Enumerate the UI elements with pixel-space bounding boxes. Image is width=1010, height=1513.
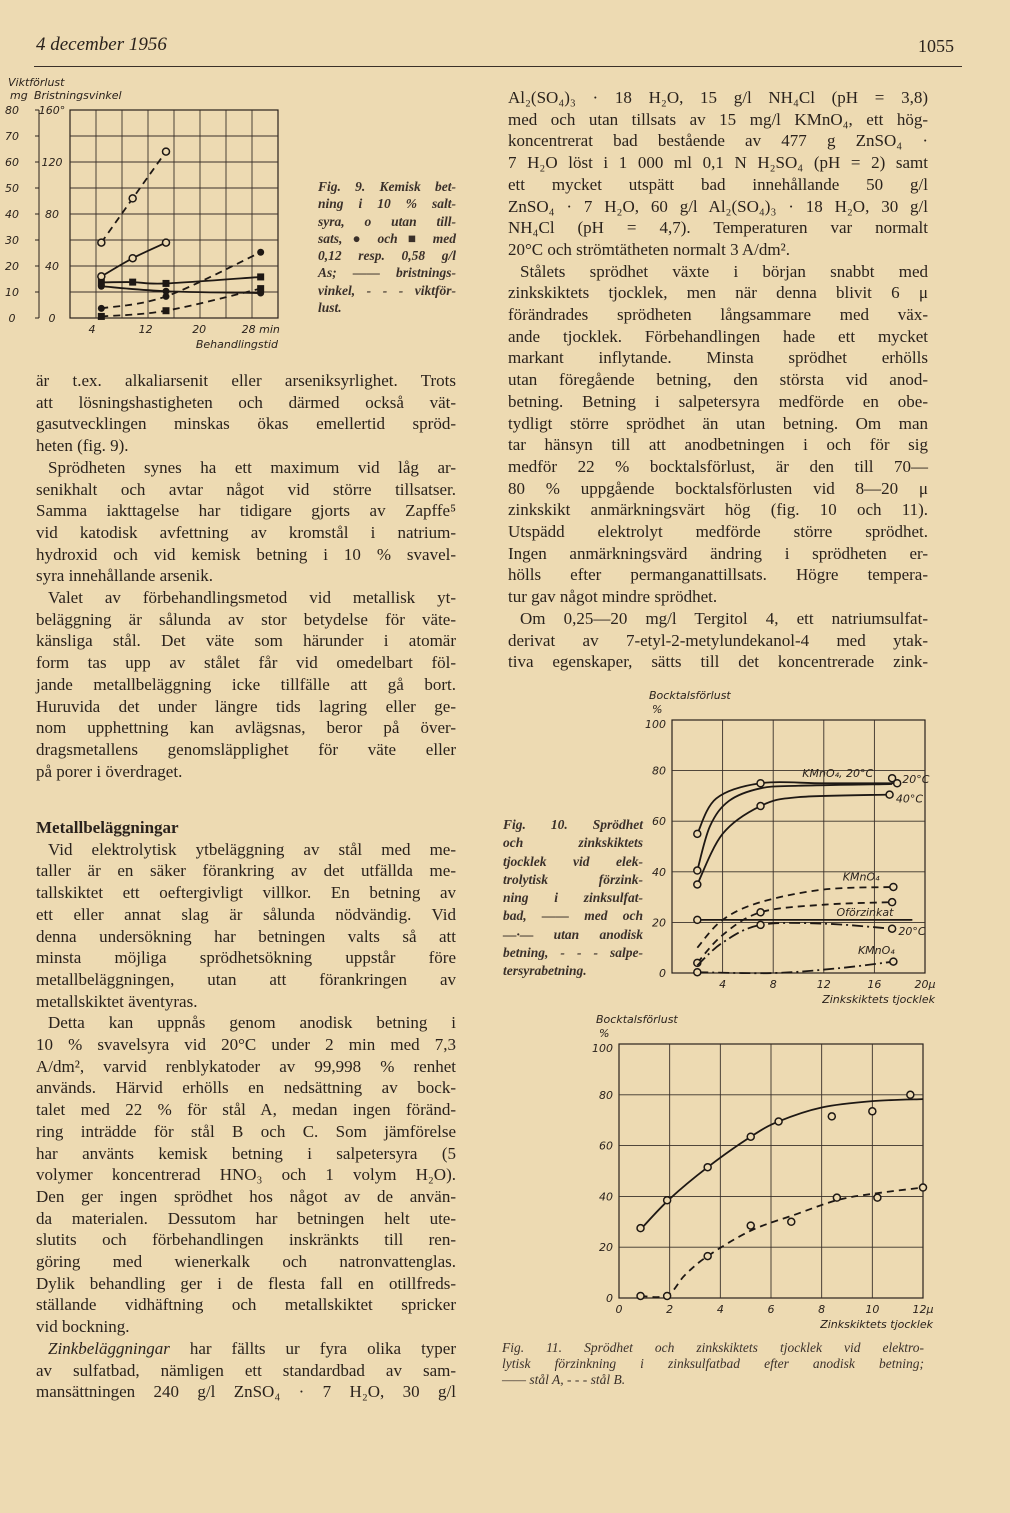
data-point-open [869, 1108, 876, 1115]
series-line [697, 782, 897, 834]
series-label: 40°C [895, 792, 924, 806]
data-point-square [129, 279, 136, 286]
series-label: 20°C [902, 772, 930, 786]
text-line: Huruvida det under längre tids lagring eller ge- [36, 696, 456, 716]
text-line: syra innehållande arsenik. [36, 566, 214, 586]
data-point-open [694, 830, 701, 837]
text-line: NH₄Cl (pH = 4,7). Temperaturen var normalt [508, 218, 928, 238]
text-line: vid katodisk avfettning av kromstål i natrium- [36, 522, 456, 542]
text-line: slutits och förbehandlingen inskränkts till ren- [36, 1230, 456, 1250]
data-point-open [889, 925, 896, 932]
text-line: jande metallbeläggning icke tillfälle att gå bort. [36, 674, 456, 694]
text-line: metallbeläggningen, utan att förankringen av [36, 969, 456, 989]
y-tick-label: 60 [5, 156, 19, 169]
text-line: mansättningen 240 g/l ZnSO₄ · 7 H₂O, 30 g/l [36, 1382, 456, 1402]
text-line: koncentrerat bad bestående av 477 g ZnSO₄ · [508, 131, 928, 151]
text-line: nom upphettning kan avlägsnas, beror på över- [36, 718, 456, 738]
text-line: Samma iakttagelse har tidigare gjorts av Zapffe⁵ [36, 501, 456, 521]
text-line: betning. Betning i salpetersyra medförde en obe- [508, 391, 928, 411]
data-point-filled [257, 290, 264, 297]
text-line: Utspädd elektrolyt medförde större sprödhet. [508, 522, 928, 542]
data-point-open [637, 1225, 644, 1232]
data-point-open [129, 255, 136, 262]
text-line: Vid elektrolytisk ytbeläggning av stål med me- [48, 839, 456, 859]
text-line: 20°C och strömtätheten normalt 3 A/dm². [508, 239, 790, 259]
text-line: hölls efter permanganattillsats. Högre tempera- [508, 565, 928, 585]
text-line: dragsmetallens genomsläpplighet för väte eller [36, 739, 456, 759]
data-point-open [163, 148, 170, 155]
x-tick-label: 6 [767, 1303, 775, 1316]
data-point-open [694, 881, 701, 888]
text-line: tallskiktet ett oeftergivligt villkor. En betning av [36, 883, 456, 903]
x-tick-label: 2 [666, 1303, 674, 1316]
data-point-open [637, 1292, 644, 1299]
text-line: derivat av 7-etyl-2-metylundekanol-4 med ytak- [508, 630, 928, 650]
series-label: 20°C [898, 925, 926, 939]
text-line: Metallbeläggningar [36, 818, 179, 837]
data-point-open [98, 273, 105, 280]
text-line: utan föregående betning, den största vid anod- [508, 370, 928, 390]
y-tick-label: 0 [606, 1292, 613, 1305]
series-line [697, 962, 893, 974]
data-point-open [874, 1194, 881, 1201]
data-point-filled [98, 305, 105, 312]
text-line: Al₂(SO₄)₃ · 18 H₂O, 15 g/l NH₄Cl (pH = 3,8) [508, 88, 928, 107]
y-tick-label: 80 [5, 104, 19, 117]
text-line: används. Härvid erhölls en nedsättning av bock- [36, 1078, 456, 1098]
data-point-open [788, 1218, 795, 1225]
data-point-open [98, 239, 105, 246]
y-tick-label: 40 [5, 208, 19, 221]
y-tick-label: 40 [599, 1190, 613, 1204]
y-tick-label: 20 [599, 1241, 613, 1255]
caption-line: 0,12 resp. 0,58 g/l [318, 248, 456, 264]
x-tick-label: 16 [867, 978, 882, 991]
data-point-filled [98, 283, 105, 290]
series-line [101, 252, 260, 308]
caption-line: bad, —— med och [503, 908, 643, 924]
y-tick-label: 100 [592, 1042, 613, 1055]
caption-line: tersyrabetning. [503, 963, 587, 979]
data-point-open [757, 803, 764, 810]
y-tick-label: 40 [652, 865, 666, 879]
data-point-open [704, 1164, 711, 1171]
series-line [101, 277, 260, 284]
series-label: KMnO₄, 20°C [802, 766, 874, 780]
data-point-open [664, 1197, 671, 1204]
x-tick-label: 8 [818, 1303, 826, 1316]
data-point-open [828, 1113, 835, 1120]
series-label: KMnO₄ [842, 870, 880, 884]
caption-line: syra, o utan till- [318, 213, 456, 229]
text-line: A/dm², varvid renblykatoder av 99,998 % renhet [36, 1056, 456, 1076]
data-point-open [920, 1184, 927, 1191]
text-line: Valet av förbehandlingsmetod vid metallisk yt- [48, 588, 456, 608]
caption-line: Fig. 11. Sprödhet och zinkskiktets tjocklek vid elektro- [502, 1340, 924, 1355]
plot-frame [672, 720, 925, 973]
data-point-open [747, 1133, 754, 1140]
text-line: är t.ex. alkaliarsenit eller arseniksyrlighet. Trots [36, 371, 456, 390]
data-point-open [833, 1194, 840, 1201]
caption-line: —·— utan anodisk [503, 926, 643, 942]
data-point-square [98, 313, 105, 320]
caption-line: lytisk förzinkning i zinksulfatbad efter anodisk betning; [502, 1356, 924, 1371]
text-line: ett mycket utspätt bad innehållande 50 g/l [508, 174, 928, 194]
data-point-open [890, 883, 897, 890]
text-line: Dylik behandling ger i de flesta fall en otillfreds- [36, 1273, 456, 1293]
text-line: av sulfatbad, nämligen ett standardbad av sam- [36, 1360, 456, 1380]
data-point-open [129, 195, 136, 202]
y2-tick-label: 160° [38, 104, 66, 117]
caption-line: —— stål A, - - - stål B. [502, 1372, 626, 1387]
fig10-chart [645, 689, 936, 1006]
data-point-open [894, 780, 901, 787]
text-line: taller är en säker förankring av det utfällda me- [36, 861, 456, 881]
x-tick-label: 4 [719, 978, 727, 991]
text-line: 7 H₂O löst i 1 000 ml 0,1 N H₂SO₄ (pH = 2) samt [508, 153, 928, 173]
x-tick-label: 12 [816, 978, 831, 991]
y-tick-label: 60 [599, 1139, 613, 1153]
text-line: tar hänsyn till att anodbetningen i och för sig [508, 435, 928, 455]
y-tick-label: 0 [8, 312, 16, 325]
text-line: gasutvecklingen minskas ökas emellertid spröd- [36, 414, 456, 434]
running-header-date: 4 december 1956 [36, 34, 167, 55]
italic-lead-word: Zinkbeläggningar [48, 1338, 170, 1358]
text-line: ande tjocklek. Förbehandlingen hade ett mycket [508, 326, 928, 346]
text-line: Sprödheten synes ha ett maximum vid låg ar- [48, 457, 456, 477]
text-line: Om 0,25—20 mg/l Tergitol 4, ett natriumsulfat- [520, 608, 928, 628]
data-point-open [757, 921, 764, 928]
data-point-open [747, 1222, 754, 1229]
caption-line: Fig. 10. Sprödhet [503, 817, 643, 832]
data-point-open [890, 958, 897, 965]
text-line: denna undersökning har betningen valts så att [36, 926, 456, 946]
x-axis-title: Zinkskiktets tjocklek [822, 993, 935, 1006]
data-point-filled [163, 288, 170, 295]
text-line: ställande vidhäftning och metallskiktet spricker [36, 1295, 456, 1315]
y-axis-title: Viktförlust [8, 76, 65, 89]
y-tick-label: 10 [5, 286, 19, 299]
text-line: Detta kan uppnås genom anodisk betning i [48, 1013, 456, 1033]
y2-tick-label: 120 [41, 156, 63, 169]
x-tick-label: 12μ [912, 1303, 934, 1316]
y-tick-label: 20 [5, 260, 19, 273]
y-tick-label: 50 [5, 182, 19, 195]
data-point-open [757, 909, 764, 916]
caption-line: ning i zinksulfat- [503, 890, 643, 906]
data-point-open [163, 239, 170, 246]
text-line: tydligt större sprödhet än utan betning. Om man [508, 413, 928, 433]
y2-axis-title: Bristningsvinkel [34, 89, 122, 102]
text-line: tur gav något mindre sprödhet. [508, 587, 718, 607]
text-line: zinkskiktets tjocklek, men när denna blivit 6 μ [508, 283, 928, 303]
text-line: zinkskikt anmärkningsvärt hög (fig. 10 och 11). [508, 500, 928, 520]
data-point-open [694, 867, 701, 874]
series-label: KMnO₄ [857, 944, 895, 958]
x-tick-label: 4 [88, 323, 96, 336]
text-line: da materialen. Dessutom har betningen helt ute- [36, 1208, 456, 1228]
x-tick-label: 4 [716, 1303, 724, 1316]
y-axis-title: Bocktalsförlust [649, 689, 731, 702]
y-tick-label: 70 [5, 130, 19, 143]
text-line: att lösningshastigheten och därmed också vät- [36, 392, 456, 412]
y-axis-unit: % [599, 1027, 610, 1040]
data-point-square [257, 273, 264, 280]
caption-line: vinkel, - - - viktför- [318, 282, 456, 298]
data-point-open [907, 1091, 914, 1098]
text-line: metallskiktet äventyras. [36, 991, 198, 1011]
text-line: göring med wienerkalk och natronvattenglas. [36, 1252, 456, 1272]
text-line: på porer i överdraget. [36, 761, 183, 781]
caption-line: tjocklek vid elek- [503, 853, 643, 869]
text-line: hydroxid och vid kemisk betning i 10 % svavel- [36, 544, 456, 564]
y-axis-unit: mg [10, 89, 28, 102]
text-line: volymer koncentrerad HNO₃ och 1 volym H₂O). [36, 1165, 456, 1185]
x-tick-label: 20 [192, 323, 207, 336]
text-line: ett eller annat slag är sålunda nödvändig. Vid [36, 904, 456, 924]
text-line: markant inflytande. Minsta sprödhet erhölls [508, 348, 928, 368]
caption-line: sats, ● och ■ med [318, 230, 456, 246]
y2-tick-label: 0 [48, 312, 56, 325]
caption-line: och zinkskiktets [503, 835, 643, 851]
caption-line: ning i 10 % salt- [318, 196, 456, 212]
line-rest: har fällts ur fyra olika typer [169, 1338, 456, 1358]
data-point-open [757, 780, 764, 787]
text-line: talet med 22 % för stål A, medan ingen föränd- [36, 1100, 456, 1120]
y-tick-label: 80 [652, 764, 666, 778]
caption-line: Fig. 9. Kemisk bet- [318, 179, 456, 194]
text-line: 80 % uppgående bocktalsförlusten vid 8—20 μ [508, 478, 928, 498]
text-line: ring inträdde för stål B och C. Som jämförelse [36, 1121, 456, 1141]
data-point-filled [257, 249, 264, 256]
caption-line: lust. [318, 300, 342, 316]
data-point-open [775, 1118, 782, 1125]
data-point-open [694, 916, 701, 923]
text-line: känsliga stål. Det väte som härunder i atomär [36, 631, 456, 651]
text-line: medför 22 % bocktalsförlust, är den till 70— [508, 456, 928, 476]
x-tick-label: 28 min [241, 323, 280, 336]
text-line: med och utan tillsats av 15 mg/l KMnO₄, ett hög- [508, 109, 928, 129]
text-line: förändrades sprödheten långsammare med väx- [508, 305, 928, 325]
y2-tick-label: 80 [45, 208, 59, 221]
caption-line: trolytisk förzink- [503, 871, 643, 887]
data-point-square [163, 307, 170, 314]
text-line: vid bockning. [36, 1317, 130, 1337]
y-tick-label: 100 [645, 718, 666, 731]
x-axis-title: Zinkskiktets tjocklek [820, 1318, 933, 1331]
caption-line: betning, - - - salpe- [503, 945, 643, 961]
data-point-open [694, 969, 701, 976]
text-line: Stålets sprödhet växte i början snabbt med [520, 261, 928, 281]
y-tick-label: 60 [652, 815, 666, 829]
x-tick-label: 12 [138, 323, 153, 336]
y-tick-label: 20 [652, 916, 666, 930]
x-tick-label: 8 [769, 978, 777, 991]
x-tick-label: 10 [865, 1303, 880, 1316]
text-line: har använts kemisk betning i salpetersyra (5 [36, 1143, 456, 1163]
y-axis-unit: % [652, 703, 663, 716]
fig9-chart [5, 76, 280, 351]
data-point-open [664, 1292, 671, 1299]
y-axis-title: Bocktalsförlust [596, 1013, 678, 1026]
text-line: senikhalt och avtar något vid större tillsatser. [36, 479, 456, 499]
text-line: ZnSO₄ · 7 H₂O, 60 g/l Al₂(SO₄)₃ · 18 H₂O, 30 g/l [508, 196, 928, 216]
text-line: 10 % svavelsyra vid 20°C under 2 min med 7,3 [36, 1035, 456, 1055]
y-tick-label: 80 [599, 1088, 613, 1102]
data-point-square [163, 280, 170, 287]
text-line: heten (fig. 9). [36, 436, 129, 456]
text-line: tiva egenskaper, sätts till det koncentrerade zink- [508, 652, 928, 672]
x-tick-label: 0 [615, 1303, 623, 1316]
series-label: Oförzinkat [836, 906, 894, 920]
data-point-open [886, 791, 893, 798]
text-line: Ingen anmärkningsvärd ändring i sprödheten er- [508, 543, 928, 563]
text-line: form tas upp av stålet får vid omedelbart föl- [36, 653, 456, 673]
data-point-open [889, 899, 896, 906]
fig11-chart [592, 1013, 934, 1331]
text-line: Den ger ingen sprödhet hos något av de använ- [36, 1186, 456, 1206]
text-line: beläggning är sålunda av stor betydelse för väte- [36, 609, 456, 629]
page-number: 1055 [918, 36, 954, 56]
series-line [641, 1188, 923, 1298]
text-line: minsta möjliga sprödhetsökning uppstår före [36, 948, 456, 968]
x-tick-label: 20μ [914, 978, 936, 991]
y2-tick-label: 40 [45, 260, 59, 273]
data-point-open [704, 1253, 711, 1260]
y-tick-label: 0 [659, 967, 666, 980]
y-tick-label: 30 [5, 234, 19, 247]
x-axis-title: Behandlingstid [195, 338, 278, 351]
caption-line: As; —— bristnings- [318, 265, 456, 281]
